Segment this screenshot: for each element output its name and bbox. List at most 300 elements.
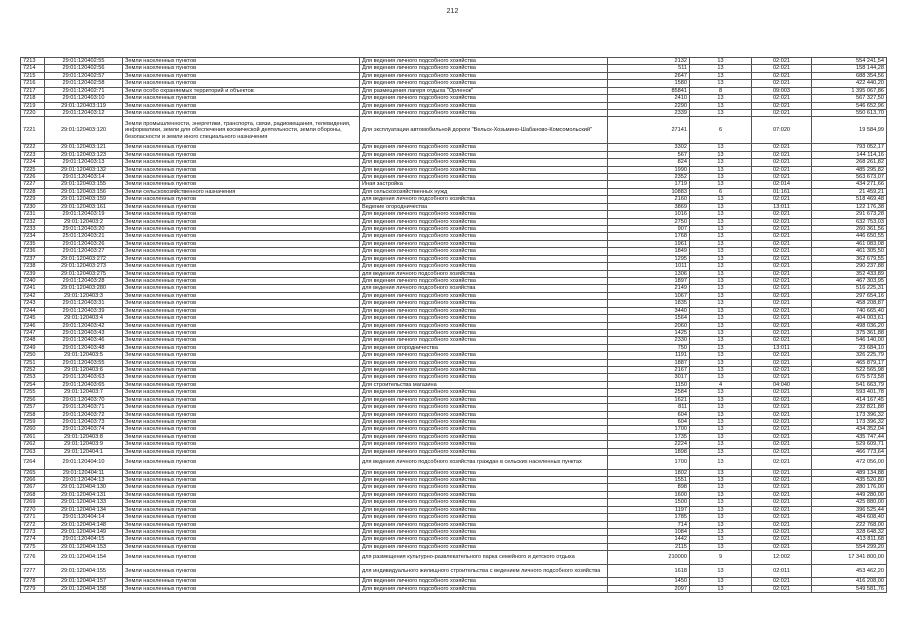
code-cell: 02:021 bbox=[752, 65, 812, 72]
land-category-cell: Земли населенных пунктов bbox=[123, 499, 360, 506]
table-row bbox=[21, 285, 887, 292]
land-category-cell: Земли особо охраняемых территорий и объектов bbox=[123, 87, 360, 94]
group-cell: 13 bbox=[690, 396, 752, 403]
row-number-cell: 7222 bbox=[21, 144, 45, 151]
cadastral-value-cell: 425 880,00 bbox=[812, 499, 887, 506]
table-row bbox=[21, 499, 887, 506]
group-cell: 13 bbox=[690, 367, 752, 374]
row-number-cell: 7214 bbox=[21, 65, 45, 72]
code-cell: 02:021 bbox=[752, 322, 812, 329]
row-number-cell: 7232 bbox=[21, 218, 45, 225]
permitted-use-cell: Для ведения личного подсобного хозяйства bbox=[360, 292, 608, 299]
cadastral-number-cell: 29:01:120403:70 bbox=[45, 396, 123, 403]
group-cell: 9 bbox=[690, 551, 752, 565]
table-row bbox=[21, 159, 887, 166]
land-category-cell: Земли населенных пунктов bbox=[123, 359, 360, 366]
cadastral-value-cell: 549 581,76 bbox=[812, 585, 887, 592]
permitted-use-cell: Для ведения личного подсобного хозяйства bbox=[360, 226, 608, 233]
group-cell: 13 bbox=[690, 441, 752, 448]
row-number-cell: 7279 bbox=[21, 585, 45, 592]
group-cell: 13 bbox=[690, 211, 752, 218]
land-category-cell: Земли населенных пунктов bbox=[123, 277, 360, 284]
area-cell: 898 bbox=[608, 484, 690, 491]
area-cell: 1785 bbox=[608, 514, 690, 521]
land-category-cell: Земли населенных пунктов bbox=[123, 285, 360, 292]
cadastral-value-cell: 485 295,82 bbox=[812, 166, 887, 173]
cadastral-number-cell: 29:01:120403:161 bbox=[45, 203, 123, 210]
row-number-cell: 7261 bbox=[21, 433, 45, 440]
area-cell: 2167 bbox=[608, 367, 690, 374]
group-cell: 13 bbox=[690, 159, 752, 166]
cadastral-number-cell: 29:01:120404:154 bbox=[45, 551, 123, 565]
permitted-use-cell: Для ведения личного подсобного хозяйства bbox=[360, 233, 608, 240]
code-cell: 02:021 bbox=[752, 329, 812, 336]
land-category-cell: Земли населенных пунктов bbox=[123, 211, 360, 218]
land-category-cell: Земли населенных пунктов bbox=[123, 396, 360, 403]
cadastral-value-cell: 516 225,31 bbox=[812, 285, 887, 292]
group-cell: 13 bbox=[690, 374, 752, 381]
permitted-use-cell: Для ведения личного подсобного хозяйства bbox=[360, 352, 608, 359]
permitted-use-cell: для индивидуального жилищного строительства с ведением личного подсобного хозяйства bbox=[360, 564, 608, 578]
area-cell: 1197 bbox=[608, 506, 690, 513]
cadastral-number-cell: 29:01:120402:57 bbox=[45, 72, 123, 79]
cadastral-number-cell: 29:01:120404:148 bbox=[45, 521, 123, 528]
code-cell: 02:021 bbox=[752, 484, 812, 491]
land-category-cell: Земли населенных пунктов bbox=[123, 418, 360, 425]
permitted-use-cell: Для ведения личного подсобного хозяйства bbox=[360, 218, 608, 225]
table-row bbox=[21, 240, 887, 247]
table-row bbox=[21, 270, 887, 277]
area-cell: 1016 bbox=[608, 211, 690, 218]
cadastral-value-cell: 467 303,95 bbox=[812, 277, 887, 284]
cadastral-number-cell: 29:01:120403:71 bbox=[45, 404, 123, 411]
permitted-use-cell: Для ведения личного подсобного хозяйства bbox=[360, 102, 608, 109]
row-number-cell: 7271 bbox=[21, 514, 45, 521]
table-row bbox=[21, 441, 887, 448]
table-row bbox=[21, 352, 887, 359]
area-cell: 1849 bbox=[608, 248, 690, 255]
cadastral-value-cell: 546 652,96 bbox=[812, 102, 887, 109]
table-row bbox=[21, 315, 887, 322]
permitted-use-cell: Для ведения личного подсобного хозяйства bbox=[360, 441, 608, 448]
land-category-cell: Земли населенных пунктов bbox=[123, 367, 360, 374]
group-cell: 13 bbox=[690, 543, 752, 550]
area-cell: 1898 bbox=[608, 448, 690, 455]
permitted-use-cell: Ведение огородничества bbox=[360, 203, 608, 210]
cadastral-number-cell: 29:01:120403:132 bbox=[45, 166, 123, 173]
group-cell: 13 bbox=[690, 72, 752, 79]
row-number-cell: 7270 bbox=[21, 506, 45, 513]
cadastral-value-cell: 23 684,10 bbox=[812, 344, 887, 351]
cadastral-number-cell: 29:01:120403:26 bbox=[45, 240, 123, 247]
code-cell: 02:021 bbox=[752, 441, 812, 448]
row-number-cell: 7265 bbox=[21, 469, 45, 476]
group-cell: 13 bbox=[690, 65, 752, 72]
group-cell: 13 bbox=[690, 255, 752, 262]
code-cell: 02:021 bbox=[752, 337, 812, 344]
table-row bbox=[21, 255, 887, 262]
cadastral-value-cell: 461 305,50 bbox=[812, 248, 887, 255]
code-cell: 02:021 bbox=[752, 218, 812, 225]
table-row bbox=[21, 448, 887, 455]
row-number-cell: 7262 bbox=[21, 441, 45, 448]
cadastral-value-cell: 158 144,28 bbox=[812, 65, 887, 72]
cadastral-value-cell: 232 821,88 bbox=[812, 404, 887, 411]
code-cell: 02:021 bbox=[752, 240, 812, 247]
land-category-cell: Земли населенных пунктов bbox=[123, 543, 360, 550]
permitted-use-cell: Для ведения личного подсобного хозяйства bbox=[360, 72, 608, 79]
cadastral-value-cell: 554 299,20 bbox=[812, 543, 887, 550]
table-row bbox=[21, 578, 887, 585]
cadastral-number-cell: 29:01:120403:5 bbox=[45, 352, 123, 359]
permitted-use-cell: Для ведения личного подсобного хозяйства bbox=[360, 255, 608, 262]
area-cell: 1295 bbox=[608, 255, 690, 262]
row-number-cell: 7228 bbox=[21, 188, 45, 195]
code-cell: 02:021 bbox=[752, 418, 812, 425]
area-cell: 2132 bbox=[608, 58, 690, 65]
area-cell: 2339 bbox=[608, 109, 690, 116]
cadastral-number-cell: 29:01:120403:28 bbox=[45, 277, 123, 284]
row-number-cell: 7267 bbox=[21, 484, 45, 491]
land-category-cell: Земли населенных пунктов bbox=[123, 174, 360, 181]
cadastral-number-cell: 29:01:120403:2 bbox=[45, 218, 123, 225]
cadastral-value-cell: 396 525,44 bbox=[812, 506, 887, 513]
code-cell: 02:021 bbox=[752, 72, 812, 79]
code-cell: 02:021 bbox=[752, 159, 812, 166]
table-row bbox=[21, 277, 887, 284]
table-row bbox=[21, 381, 887, 388]
group-cell: 13 bbox=[690, 448, 752, 455]
cadastral-number-cell: 29:01:120403:42 bbox=[45, 322, 123, 329]
group-cell: 13 bbox=[690, 277, 752, 284]
area-cell: 3440 bbox=[608, 307, 690, 314]
permitted-use-cell: Для ведения личного подсобного хозяйства bbox=[360, 418, 608, 425]
cadastral-value-cell: 458 208,87 bbox=[812, 300, 887, 307]
row-number-cell: 7218 bbox=[21, 95, 45, 102]
code-cell: 02:021 bbox=[752, 404, 812, 411]
land-category-cell: Земли населенных пунктов bbox=[123, 181, 360, 188]
cadastral-value-cell: 21 459,21 bbox=[812, 188, 887, 195]
cadastral-number-cell: 29:01:120403:272 bbox=[45, 255, 123, 262]
group-cell: 13 bbox=[690, 315, 752, 322]
permitted-use-cell: Для ведения личного подсобного хозяйства bbox=[360, 426, 608, 433]
cadastral-value-cell: 435 520,80 bbox=[812, 477, 887, 484]
cadastral-number-cell: 29:01:120404:11 bbox=[45, 469, 123, 476]
cadastral-number-cell: 29:01:120404:10 bbox=[45, 456, 123, 470]
permitted-use-cell: Для ведения личного подсобного хозяйства bbox=[360, 277, 608, 284]
cadastral-number-cell: 29:01:120403:9 bbox=[45, 441, 123, 448]
permitted-use-cell: Для ведения личного подсобного хозяйства bbox=[360, 174, 608, 181]
group-cell: 13 bbox=[690, 536, 752, 543]
area-cell: 1768 bbox=[608, 233, 690, 240]
row-number-cell: 7219 bbox=[21, 102, 45, 109]
land-category-cell: Земли населенных пунктов bbox=[123, 469, 360, 476]
area-cell: 2647 bbox=[608, 72, 690, 79]
code-cell: 02:021 bbox=[752, 58, 812, 65]
group-cell: 13 bbox=[690, 418, 752, 425]
area-cell: 10883 bbox=[608, 188, 690, 195]
cadastral-number-cell: 29:01:120403:19 bbox=[45, 211, 123, 218]
permitted-use-cell: Для ведения личного подсобного хозяйства bbox=[360, 543, 608, 550]
area-cell: 2160 bbox=[608, 196, 690, 203]
row-number-cell: 7216 bbox=[21, 80, 45, 87]
area-cell: 1067 bbox=[608, 292, 690, 299]
land-category-cell: Земли населенных пунктов bbox=[123, 292, 360, 299]
permitted-use-cell: Для ведения личного подсобного хозяйства bbox=[360, 469, 608, 476]
group-cell: 13 bbox=[690, 218, 752, 225]
area-cell: 511 bbox=[608, 65, 690, 72]
land-category-cell: Земли населенных пунктов bbox=[123, 551, 360, 565]
cadastral-number-cell: 29:01:120403:72 bbox=[45, 411, 123, 418]
table-row bbox=[21, 58, 887, 65]
area-cell: 811 bbox=[608, 404, 690, 411]
land-category-cell: Земли населенных пунктов bbox=[123, 433, 360, 440]
cadastral-number-cell: 29:01:120402:71 bbox=[45, 87, 123, 94]
permitted-use-cell: для ведения личного подсобного хозяйства bbox=[360, 196, 608, 203]
group-cell: 13 bbox=[690, 109, 752, 116]
group-cell: 13 bbox=[690, 506, 752, 513]
cadastral-number-cell: 29:01:120403:10 bbox=[45, 95, 123, 102]
group-cell: 13 bbox=[690, 329, 752, 336]
cadastral-value-cell: 291 673,28 bbox=[812, 211, 887, 218]
land-category-cell: Земли населенных пунктов bbox=[123, 411, 360, 418]
code-cell: 02:021 bbox=[752, 426, 812, 433]
permitted-use-cell: Для ведения личного подсобного хозяйства bbox=[360, 337, 608, 344]
table-row bbox=[21, 543, 887, 550]
area-cell: 3302 bbox=[608, 144, 690, 151]
code-cell: 02:021 bbox=[752, 448, 812, 455]
table-row bbox=[21, 307, 887, 314]
cadastral-value-cell: 675 573,58 bbox=[812, 374, 887, 381]
row-number-cell: 7238 bbox=[21, 263, 45, 270]
code-cell: 02:021 bbox=[752, 374, 812, 381]
land-category-cell: Земли населенных пунктов bbox=[123, 441, 360, 448]
cadastral-value-cell: 290 237,88 bbox=[812, 263, 887, 270]
row-number-cell: 7246 bbox=[21, 322, 45, 329]
land-category-cell: Земли населенных пунктов bbox=[123, 389, 360, 396]
table-row bbox=[21, 109, 887, 116]
area-cell: 604 bbox=[608, 411, 690, 418]
row-number-cell: 7225 bbox=[21, 166, 45, 173]
permitted-use-cell: Для ведения личного подсобного хозяйства bbox=[360, 359, 608, 366]
row-number-cell: 7247 bbox=[21, 329, 45, 336]
code-cell: 13:011 bbox=[752, 344, 812, 351]
cadastral-number-cell: 29:01:120404:130 bbox=[45, 484, 123, 491]
group-cell: 13 bbox=[690, 144, 752, 151]
area-cell: 3869 bbox=[608, 203, 690, 210]
row-number-cell: 7266 bbox=[21, 477, 45, 484]
row-number-cell: 7253 bbox=[21, 374, 45, 381]
cadastral-value-cell: 435 747,44 bbox=[812, 433, 887, 440]
code-cell: 07:020 bbox=[752, 117, 812, 144]
table-row bbox=[21, 484, 887, 491]
code-cell: 02:021 bbox=[752, 477, 812, 484]
row-number-cell: 7231 bbox=[21, 211, 45, 218]
land-category-cell: Земли населенных пунктов bbox=[123, 329, 360, 336]
permitted-use-cell: Для ведения личного подсобного хозяйства bbox=[360, 514, 608, 521]
land-category-cell: Земли населенных пунктов bbox=[123, 322, 360, 329]
group-cell: 4 bbox=[690, 381, 752, 388]
row-number-cell: 7277 bbox=[21, 564, 45, 578]
group-cell: 13 bbox=[690, 404, 752, 411]
area-cell: 85841 bbox=[608, 87, 690, 94]
code-cell: 02:021 bbox=[752, 352, 812, 359]
permitted-use-cell: Для размещения лагеря отдыха "Орленок" bbox=[360, 87, 608, 94]
group-cell: 13 bbox=[690, 322, 752, 329]
table-row bbox=[21, 564, 887, 578]
code-cell: 02:021 bbox=[752, 300, 812, 307]
code-cell: 02:021 bbox=[752, 521, 812, 528]
code-cell: 02:021 bbox=[752, 528, 812, 535]
area-cell: 1887 bbox=[608, 359, 690, 366]
permitted-use-cell: Для ведения личного подсобного хозяйства bbox=[360, 448, 608, 455]
land-category-cell: Земли населенных пунктов bbox=[123, 166, 360, 173]
land-category-cell: Земли населенных пунктов bbox=[123, 477, 360, 484]
permitted-use-cell: Для ведения личного подсобного хозяйства bbox=[360, 263, 608, 270]
group-cell: 13 bbox=[690, 484, 752, 491]
cadastral-number-cell: 29:01:120403:156 bbox=[45, 188, 123, 195]
area-cell: 1802 bbox=[608, 469, 690, 476]
cadastral-value-cell: 449 280,00 bbox=[812, 491, 887, 498]
permitted-use-cell: Для ведения личного подсобного хозяйства bbox=[360, 159, 608, 166]
cadastral-value-cell: 489 134,88 bbox=[812, 469, 887, 476]
area-cell: 907 bbox=[608, 226, 690, 233]
code-cell: 02:021 bbox=[752, 359, 812, 366]
code-cell: 02:021 bbox=[752, 367, 812, 374]
table-row bbox=[21, 389, 887, 396]
land-category-cell: Земли населенных пунктов bbox=[123, 95, 360, 102]
area-cell: 2290 bbox=[608, 102, 690, 109]
group-cell: 13 bbox=[690, 181, 752, 188]
cadastral-value-cell: 173 396,32 bbox=[812, 411, 887, 418]
land-category-cell: Земли населенных пунктов bbox=[123, 203, 360, 210]
permitted-use-cell: Для ведения личного подсобного хозяйства bbox=[360, 322, 608, 329]
cadastral-number-cell: 29:01:120404:13 bbox=[45, 477, 123, 484]
area-cell: 1580 bbox=[608, 80, 690, 87]
area-cell: 824 bbox=[608, 159, 690, 166]
row-number-cell: 7242 bbox=[21, 292, 45, 299]
cadastral-number-cell: 29:01:120403:8 bbox=[45, 433, 123, 440]
area-cell: 1719 bbox=[608, 181, 690, 188]
code-cell: 13:011 bbox=[752, 203, 812, 210]
row-number-cell: 7227 bbox=[21, 181, 45, 188]
code-cell: 02:021 bbox=[752, 506, 812, 513]
land-category-cell: Земли населенных пунктов bbox=[123, 352, 360, 359]
permitted-use-cell: Для сельскохозяйственных нужд bbox=[360, 188, 608, 195]
cadastral-number-cell: 25:01:120403:21 bbox=[45, 233, 123, 240]
cadastral-number-cell: 29:01:120403:74 bbox=[45, 426, 123, 433]
row-number-cell: 7215 bbox=[21, 72, 45, 79]
row-number-cell: 7241 bbox=[21, 285, 45, 292]
table-row bbox=[21, 404, 887, 411]
code-cell: 12:002 bbox=[752, 551, 812, 565]
land-category-cell: Земли населенных пунктов bbox=[123, 233, 360, 240]
row-number-cell: 7263 bbox=[21, 448, 45, 455]
cadastral-value-cell: 546 140,00 bbox=[812, 337, 887, 344]
cadastral-number-cell: 29:01:120402:55 bbox=[45, 58, 123, 65]
area-cell: 1191 bbox=[608, 352, 690, 359]
code-cell: 02:021 bbox=[752, 166, 812, 173]
code-cell: 02:021 bbox=[752, 80, 812, 87]
cadastral-value-cell: 567 327,50 bbox=[812, 95, 887, 102]
cadastral-value-cell: 793 052,17 bbox=[812, 144, 887, 151]
row-number-cell: 7274 bbox=[21, 536, 45, 543]
cadastral-number-cell: 29:01:120404:14 bbox=[45, 514, 123, 521]
permitted-use-cell: Для ведения личного подсобного хозяйства bbox=[360, 521, 608, 528]
cadastral-value-cell: 453 462,20 bbox=[812, 564, 887, 578]
table-row bbox=[21, 226, 887, 233]
code-cell: 02:021 bbox=[752, 469, 812, 476]
land-category-cell: Земли населенных пунктов bbox=[123, 506, 360, 513]
code-cell: 02:021 bbox=[752, 109, 812, 116]
group-cell: 13 bbox=[690, 285, 752, 292]
group-cell: 13 bbox=[690, 411, 752, 418]
table-row bbox=[21, 521, 887, 528]
permitted-use-cell: для ведения личного подсобного хозяйства граждан в сельских населенных пунктах bbox=[360, 456, 608, 470]
cadastral-value-cell: 593 401,78 bbox=[812, 389, 887, 396]
code-cell: 02:021 bbox=[752, 226, 812, 233]
area-cell: 714 bbox=[608, 521, 690, 528]
cadastral-number-cell: 29:01:120403:7 bbox=[45, 389, 123, 396]
cadastral-value-cell: 740 665,40 bbox=[812, 307, 887, 314]
permitted-use-cell: Для строительства магазина bbox=[360, 381, 608, 388]
land-category-cell: Земли населенных пунктов bbox=[123, 536, 360, 543]
land-category-cell: Земли населенных пунктов bbox=[123, 564, 360, 578]
land-category-cell: Земли населенных пунктов bbox=[123, 381, 360, 388]
table-row bbox=[21, 196, 887, 203]
table-row bbox=[21, 292, 887, 299]
row-number-cell: 7268 bbox=[21, 491, 45, 498]
land-category-cell: Земли населенных пунктов bbox=[123, 144, 360, 151]
group-cell: 13 bbox=[690, 337, 752, 344]
area-cell: 2149 bbox=[608, 285, 690, 292]
code-cell: 02:021 bbox=[752, 307, 812, 314]
cadastral-number-cell: 29:01:120404:15 bbox=[45, 536, 123, 543]
row-number-cell: 7259 bbox=[21, 418, 45, 425]
land-category-cell: Земли населенных пунктов bbox=[123, 578, 360, 585]
code-cell: 02:011 bbox=[752, 564, 812, 578]
row-number-cell: 7252 bbox=[21, 367, 45, 374]
row-number-cell: 7272 bbox=[21, 521, 45, 528]
cadastral-number-cell: 29:01:120403:31 bbox=[45, 300, 123, 307]
cadastral-value-cell: 1 395 067,86 bbox=[812, 87, 887, 94]
row-number-cell: 7256 bbox=[21, 396, 45, 403]
cadastral-value-cell: 465 879,17 bbox=[812, 359, 887, 366]
group-cell: 13 bbox=[690, 307, 752, 314]
permitted-use-cell: Для ведения личного подсобного хозяйства bbox=[360, 585, 608, 592]
group-cell: 13 bbox=[690, 456, 752, 470]
table-row bbox=[21, 367, 887, 374]
table-row bbox=[21, 65, 887, 72]
group-cell: 13 bbox=[690, 248, 752, 255]
cadastral-value-cell: 550 613,70 bbox=[812, 109, 887, 116]
land-category-cell: Земли населенных пунктов bbox=[123, 159, 360, 166]
cadastral-value-cell: 144 114,16 bbox=[812, 151, 887, 158]
cadastral-value-cell: 413 811,68 bbox=[812, 536, 887, 543]
land-category-cell: Земли населенных пунктов bbox=[123, 344, 360, 351]
cadastral-value-cell: 434 352,04 bbox=[812, 426, 887, 433]
group-cell: 13 bbox=[690, 292, 752, 299]
land-category-cell: Земли населенных пунктов bbox=[123, 374, 360, 381]
row-number-cell: 7220 bbox=[21, 109, 45, 116]
cadastral-number-cell: 29:01:120403:120 bbox=[45, 117, 123, 144]
cadastral-number-cell: 29:01:120403:275 bbox=[45, 270, 123, 277]
land-category-cell: Земли населенных пунктов bbox=[123, 102, 360, 109]
row-number-cell: 7235 bbox=[21, 240, 45, 247]
area-cell: 1621 bbox=[608, 396, 690, 403]
area-cell: 2750 bbox=[608, 218, 690, 225]
group-cell: 13 bbox=[690, 80, 752, 87]
